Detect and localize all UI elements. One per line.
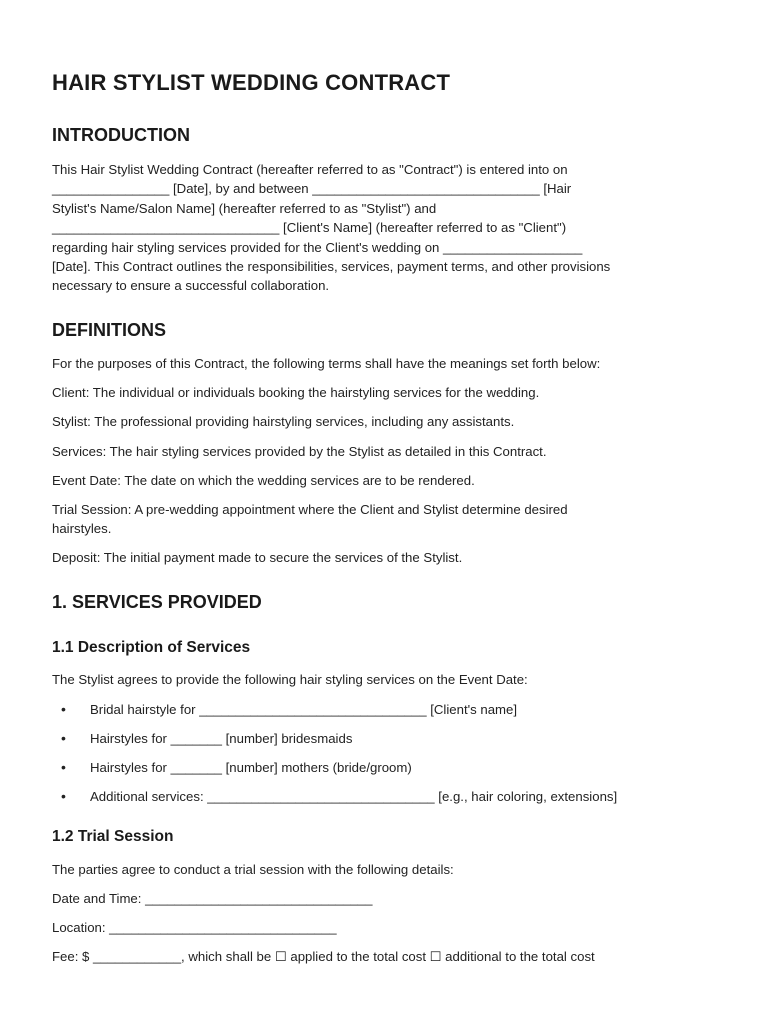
- definition-line: hairstyles.: [52, 521, 112, 537]
- definition-services: Services: The hair styling services provided by the Stylist as detailed in this Contract.: [52, 444, 547, 459]
- service-list-item: Additional services: _______________________________ [e.g., hair coloring, extensions]: [90, 789, 618, 804]
- intro-line: This Hair Stylist Wedding Contract (hereafter referred to as "Contract") is entered into on: [52, 162, 568, 177]
- intro-line: ________________ [Date], by and between _______________________________ [Hair: [52, 181, 572, 197]
- description-of-services-heading: 1.1 Description of Services: [52, 639, 251, 656]
- services-provided-heading: 1. SERVICES PROVIDED: [52, 592, 262, 612]
- service-list-item: Hairstyles for _______ [number] bridesmaids: [90, 731, 353, 746]
- definition-line: Trial Session: A pre-wedding appointment where the Client and Stylist determine desired: [52, 502, 568, 517]
- definitions-heading: DEFINITIONS: [52, 320, 167, 340]
- definition-trial-session: [52, 500, 722, 539]
- intro-line: Stylist's Name/Salon Name] (hereafter referred to as "Stylist") and: [52, 200, 437, 216]
- trial-session-intro: The parties agree to conduct a trial session with the following details:: [52, 862, 454, 877]
- intro-line: _______________________________ [Client's Name] (hereafter referred to as "Client"): [52, 220, 567, 236]
- trial-location: Location: _______________________________: [52, 920, 337, 935]
- trial-session-heading: 1.2 Trial Session: [52, 828, 174, 845]
- document-title: HAIR STYLIST WEDDING CONTRACT: [52, 70, 451, 95]
- definition-client: Client: The individual or individuals booking the hairstyling services for the wedding.: [52, 385, 540, 400]
- introduction-heading: INTRODUCTION: [52, 125, 190, 145]
- definition-deposit: Deposit: The initial payment made to secure the services of the Stylist.: [52, 550, 463, 565]
- intro-line: [Date]. This Contract outlines the responsibilities, services, payment terms, and other provisions: [52, 259, 611, 275]
- bullet-icon: [61, 758, 71, 777]
- definition-stylist: Stylist: The professional providing hairstyling services, including any assistants.: [52, 414, 515, 429]
- description-intro: The Stylist agrees to provide the following hair styling services on the Event Date:: [52, 672, 528, 687]
- definitions-intro: For the purposes of this Contract, the following terms shall have the meanings set forth below:: [52, 356, 601, 371]
- intro-line: necessary to ensure a successful collaboration.: [52, 278, 330, 294]
- trial-fee: Fee: $ ____________, which shall be ☐ applied to the total cost ☐ additional to the total cost: [52, 949, 595, 964]
- service-list-item: Hairstyles for _______ [number] mothers (bride/groom): [90, 760, 412, 775]
- bullet-icon: [61, 729, 71, 748]
- definition-event-date: Event Date: The date on which the wedding services are to be rendered.: [52, 473, 475, 488]
- introduction-paragraph: [52, 160, 722, 296]
- bullet-icon: [61, 787, 71, 806]
- trial-date-time: Date and Time: _______________________________: [52, 891, 373, 906]
- service-list-item: Bridal hairstyle for _______________________________ [Client's name]: [90, 702, 518, 717]
- bullet-icon: [61, 700, 71, 719]
- intro-line: regarding hair styling services provided for the Client's wedding on ___________________: [52, 239, 583, 255]
